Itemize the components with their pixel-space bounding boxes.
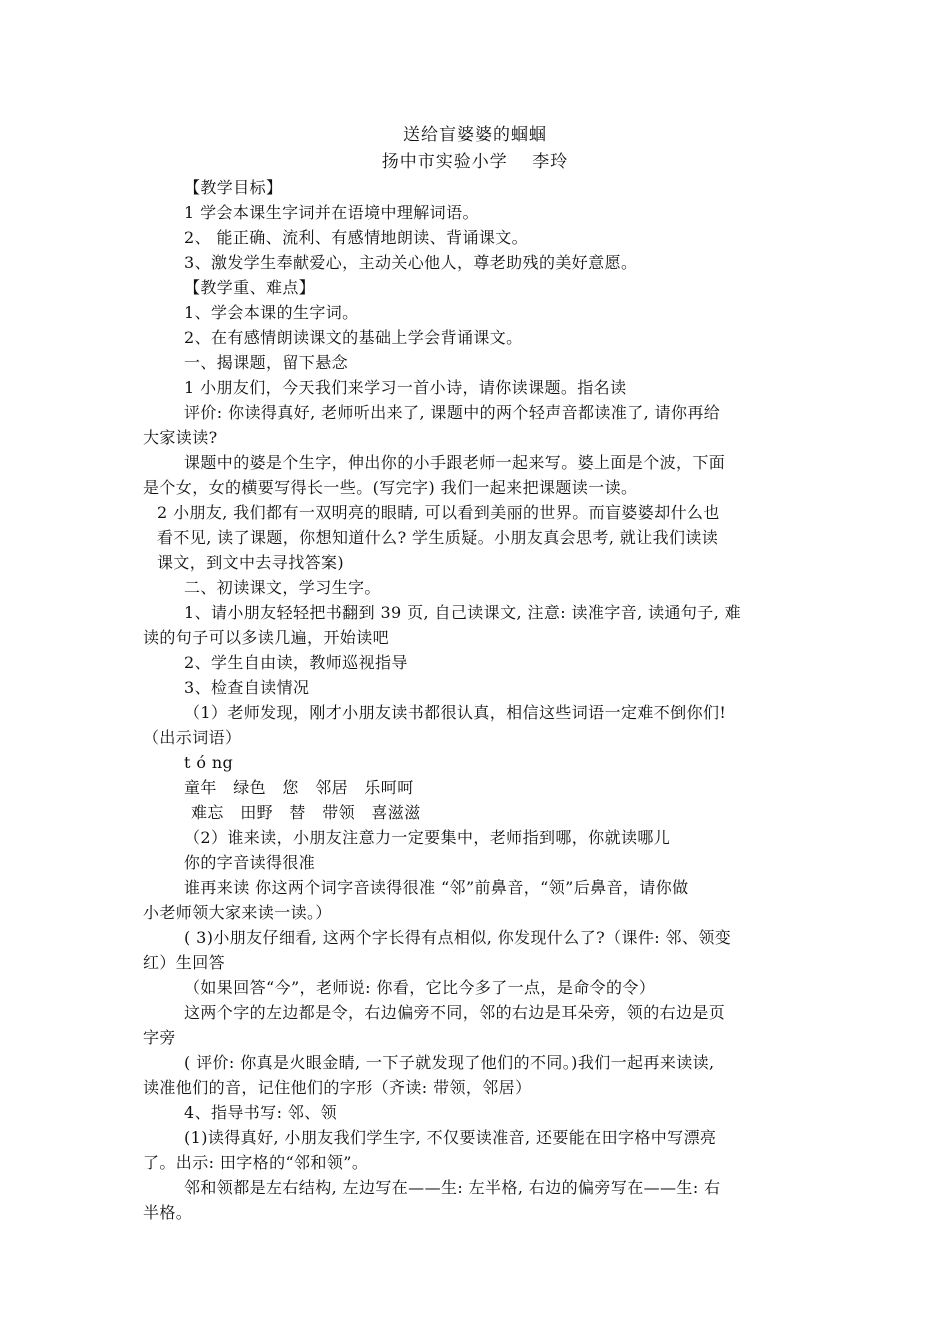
text-line: 2、在有感情朗读课文的基础上学会背诵课文。 (184, 328, 523, 347)
text-line: 这两个字的左边都是令，右边偏旁不同，邻的右边是耳朵旁，领的右边是页 (184, 1003, 726, 1022)
text-line: 红）生回答 (143, 953, 226, 972)
text-line: 3、激发学生奉献爱心，主动关心他人，尊老助残的美好意愿。 (184, 253, 638, 272)
text-line: 【教学目标】 (184, 178, 283, 197)
text-line: 2、 能正确、流利、有感情地朗读、背诵课文。 (184, 228, 529, 247)
text-line: 课题中的婆是个生字，伸出你的小手跟老师一起来写。婆上面是个波，下面 (184, 453, 726, 472)
text-line: (1)读得真好, 小朋友我们学生字, 不仅要读准音, 还要能在田字格中写漂亮 (184, 1128, 717, 1147)
text-line: （如果回答“今”，老师说: 你看，它比今多了一点，是命令的令） (184, 978, 656, 997)
text-line: （2）谁来读，小朋友注意力一定要集中，老师指到哪，你就读哪儿 (184, 828, 671, 847)
text-line: 大家读读? (143, 428, 218, 447)
text-line: 一、揭课题，留下悬念 (184, 353, 349, 372)
document-author: 扬中市实验小学 李玲 (381, 152, 569, 172)
text-line: 字旁 (143, 1028, 176, 1047)
text-line: 1 小朋友们，今天我们来学习一首小诗，请你读课题。指名读 (184, 378, 627, 397)
text-line: （出示词语） (143, 728, 242, 747)
pinyin-line: t ó ng (184, 753, 234, 772)
document-title: 送给盲婆婆的蝈蝈 (403, 125, 547, 145)
text-line: 3、检查自读情况 (184, 678, 310, 697)
text-line: 二、初读课文，学习生字。 (184, 578, 381, 597)
vocabulary-line: 难忘 田野 替 带领 喜滋滋 (191, 803, 421, 822)
text-line: 4、指导书写: 邻、领 (184, 1103, 338, 1122)
text-line: 邻和领都是左右结构, 左边写在——生: 左半格, 右边的偏旁写在——生: 右 (184, 1178, 721, 1197)
text-line: 2、学生自由读，教师巡视指导 (184, 653, 408, 672)
text-line: 小老师领大家来读一读。） (143, 903, 332, 922)
text-line: 【教学重、难点】 (184, 278, 316, 297)
text-line: 1、学会本课的生字词。 (184, 303, 359, 322)
text-line: 你的字音读得很准 (184, 853, 316, 872)
text-line: 是个女，女的横要写得长一些。(写完字) 我们一起来把课题读一读。 (143, 478, 638, 497)
text-line: 2 小朋友, 我们都有一双明亮的眼睛, 可以看到美丽的世界。而盲婆婆却什么也 (157, 503, 720, 522)
text-line: 看不见, 读了课题，你想知道什么? 学生质疑。小朋友真会思考, 就让我们读读 (157, 528, 719, 547)
text-line: 半格。 (143, 1203, 193, 1222)
text-line: 评价: 你读得真好, 老师听出来了, 课题中的两个轻声音都读准了, 请你再给 (184, 403, 721, 422)
text-line: 1 学会本课生字词并在语境中理解词语。 (184, 203, 479, 222)
text-line: 了。出示: 田字格的“邻和领”。 (143, 1153, 369, 1172)
text-line: 读准他们的音，记住他们的字形（齐读: 带领，邻居） (143, 1078, 532, 1097)
text-line: 读的句子可以多读几遍，开始读吧 (143, 628, 390, 647)
text-line: 谁再来读 你这两个词字音读得很准 “邻”前鼻音，“领”后鼻音，请你做 (184, 878, 689, 897)
text-line: 课文，到文中去寻找答案) (157, 553, 345, 572)
text-line: ( 评价: 你真是火眼金睛, 一下子就发现了他们的不同。)我们一起再来读读, (184, 1053, 715, 1072)
text-line: 1、请小朋友轻轻把书翻到 39 页, 自己读课文, 注意: 读准字音, 读通句子, 难 (184, 603, 742, 622)
text-line: ( 3)小朋友仔细看, 这两个字长得有点相似, 你发现什么了?（课件: 邻、领变 (184, 928, 732, 947)
text-line: （1）老师发现，刚才小朋友读书都很认真，相信这些词语一定难不倒你们! (184, 703, 727, 722)
vocabulary-line: 童年 绿色 您 邻居 乐呵呵 (184, 778, 414, 797)
